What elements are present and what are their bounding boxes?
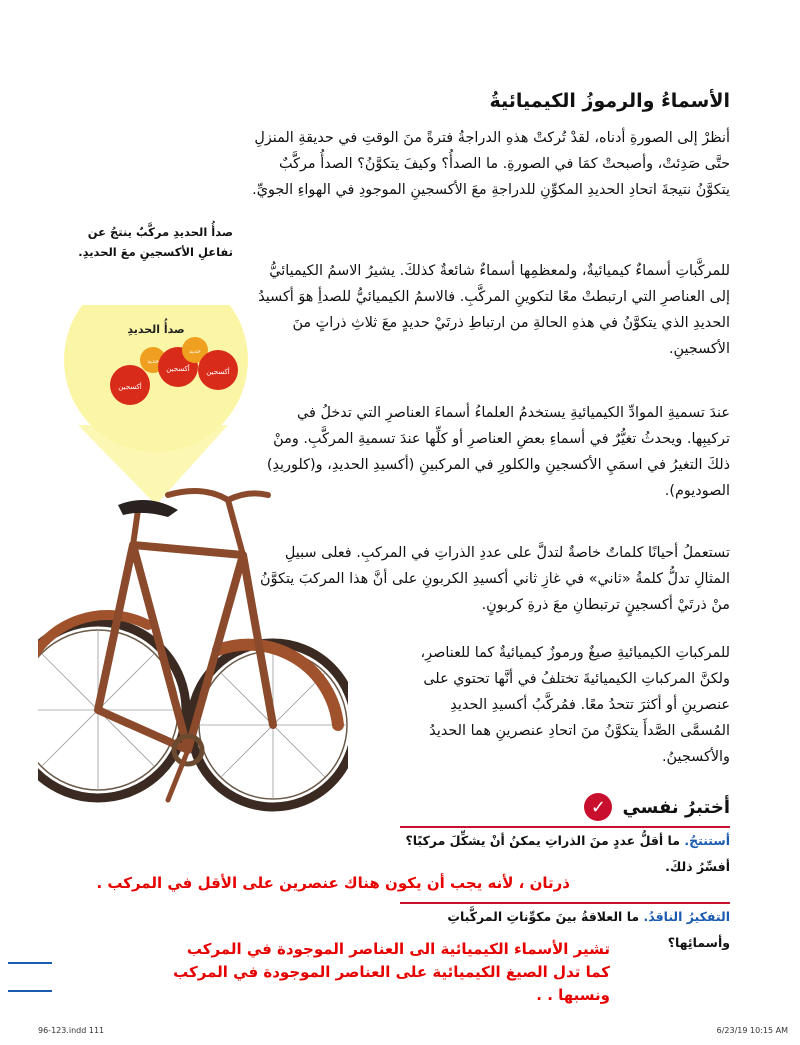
question-text: ما العلاقةُ بينَ مكوِّناتِ المركَّباتِ وأسمائِها؟ <box>447 909 730 950</box>
handwritten-answer-1: ذرتان ، لأنه يجب أن يكون هناك عنصرين على الأقل في المركب . <box>96 874 570 892</box>
image-caption: صدأُ الحديدِ مركَّبٌ ينتجُ عن تفاعلِ الأكسجينِ معَ الحديدِ. <box>78 225 233 259</box>
paragraph-prefixes: تستعملُ أحيانًا كلماتٌ خاصةٌ لتدلَّ على عددِ الذراتِ في المركبِ. فعلى سبيلِ المثالِ تدلُّ كلمةُ «ثاني» في غازِ ثاني أكسيدِ الكربونِ على أنَّ هذا المركبَ يتكوَّنُ منْ ذرتَيْ أكسجينٍ ترتبطانِ معَ ذرةِ كربونٍ. <box>260 545 730 613</box>
answer-blank-line <box>8 962 52 964</box>
atom-label: حديد <box>189 348 201 355</box>
self-check-title: أختبرُ نفسي <box>622 796 730 818</box>
answer-blank-line <box>8 990 52 992</box>
atom-label: أكسجين <box>118 383 142 391</box>
paragraph-formulas: للمركباتِ الكيميائيةِ صيغٌ ورموزٌ كيميائيةٌ كما للعناصرِ، ولكنَّ المركباتِ الكيميائيةَ تختلفُ في أنَّها تحتوي على عنصرينِ أو أكثرَ تتحدُ معًا. فمُركَّبُ أكسيدِ الحديدِ المُسمَّى الصَّدأَ يتكوَّنُ منَ اتحادِ عنصرينِ هما الحديدُ والأكسجينُ. <box>420 645 730 765</box>
rusty-bicycle-illustration <box>38 305 348 860</box>
atom-label: أكسجين <box>166 365 190 373</box>
handlebar <box>168 491 268 500</box>
bicycle-seat <box>118 500 178 517</box>
bicycle <box>38 491 348 807</box>
atom-label: أكسجين <box>206 368 230 376</box>
question-key: التفكيرُ الناقدُ. <box>643 909 730 924</box>
print-slug-file: 96-123.indd 111 <box>38 1026 105 1035</box>
paragraph-intro: أنظرْ إلى الصورةِ أدناه، لقدْ تُركتْ هذهِ الدراجةُ فترةً منَ الوقتِ في حديقةِ المنزلِ حتَّى صَدِئتْ، وأصبحتْ كمَا في الصورةِ. ما الصدأُ؟ وكيفَ يتكوَّنُ؟ الصدأُ مركَّبٌ يتكوَّنُ نتيجةَ اتحادِ الحديدِ المكوِّنِ للدراجةِ معَ الأكسجينِ الموجودِ في الهواءِ الجويِّ. <box>252 130 730 198</box>
paragraph-names: للمركَّباتِ أسماءٌ كيميائيةٌ، ولمعظمِها أسماءٌ شائعةٌ كذلكَ. يشيرُ الاسمُ الكيميائيُّ إلى العناصرِ التي ارتبطتْ معًا لتكوينِ المركَّبِ. فالاسمُ الكيميائيُّ للصدأِ هوَ أكسيدُ الحديدِ الذي يتكوَّنُ في هذهِ الحالةِ من ارتباطِ ذرتَيْ حديدٍ معَ ثلاثِ ذراتٍ منَ الأكسجينِ. <box>258 263 730 357</box>
checkmark-icon: ✓ <box>584 793 612 821</box>
question-key: أستنتجُ. <box>684 833 730 848</box>
bubble-title: صدأُ الحديدِ <box>127 323 185 336</box>
self-check-header <box>430 790 730 824</box>
handwritten-answer-2: تشير الأسماء الكيميائية الى العناصر الموجودة في المركب كما تدل الصيغ الكيميائية على العناصر الموجودة في المركب ونسبها . . <box>173 940 610 1004</box>
print-slug-date: 6/23/19 10:15 AM <box>716 1026 788 1035</box>
section-heading: الأسماءُ والرموزُ الكيميائيةُ <box>489 90 730 112</box>
atom-label: حديد <box>147 358 159 365</box>
question-text: ما أقلُّ عددٍ منَ الذراتِ يمكنُ أنْ يشكِّلَ مركبًا؟ أفسِّرُ ذلكَ. <box>405 833 730 874</box>
paragraph-naming: عندَ تسميةِ الموادِّ الكيميائيةِ يستخدمُ العلماءُ أسماءَ العناصرِ التي تدخلُ في تركيبِها. ويحدثُ تغيُّرٌ في أسماءِ بعضِ العناصرِ أو كلِّها عندَ تسميةِ المركَّبِ. ومنْ ذلكَ التغيرُ في اسمَيِ الأكسجينِ والكلورِ في المركبينِ (أكسيدِ الحديدِ، و(كلوريدِ) الصوديوم). <box>266 405 730 499</box>
